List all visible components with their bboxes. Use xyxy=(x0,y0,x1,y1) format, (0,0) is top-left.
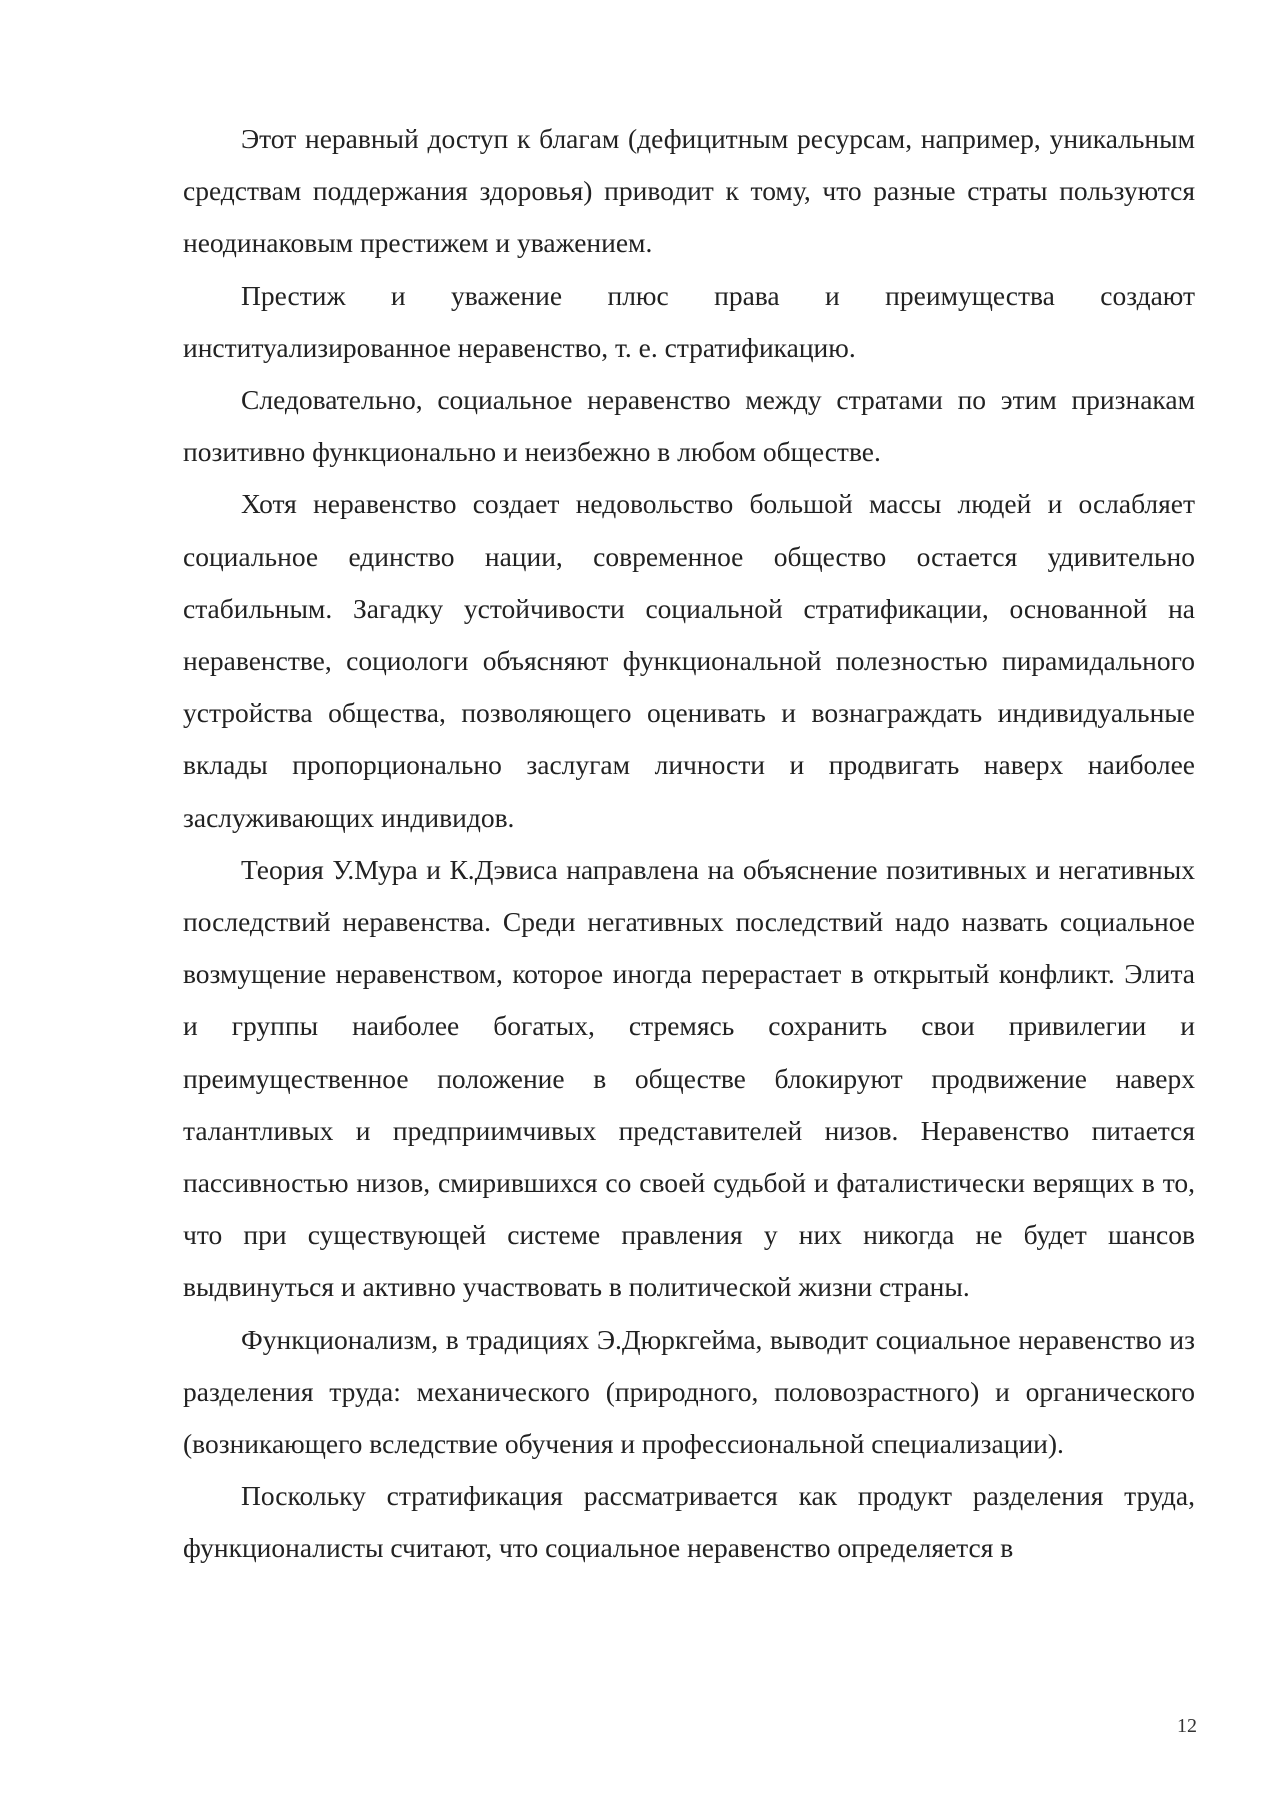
paragraph-3: Следовательно, социальное неравенство между стратами по этим признакам позитивно функционально и неизбежно в любом обществе. xyxy=(183,384,1195,468)
page-number: 12 xyxy=(1177,1715,1197,1737)
paragraph-6: Функционализм, в традициях Э.Дюркгейма, выводит социальное неравенство из разделения труда: механического (природного, половозрастного) и органического (возникающего вследствие обучения и профессиональной специализации). xyxy=(183,1323,1195,1460)
paragraph-1: Этот неравный доступ к благам (дефицитным ресурсам, например, уникальным средствам поддержания здоровья) приводит к тому, что разные страты пользуются неодинаковым престижем и уважением. xyxy=(183,123,1195,259)
document-body xyxy=(183,113,1195,1575)
paragraph-5: Теория У.Мура и К.Дэвиса направлена на объяснение позитивных и негативных последствий неравенства. Среди негативных последствий надо назвать социальное возмущение неравенством, которое иногда перерастает в открытый конфликт. Элита и группы наиболее богатых, стремясь сохранить свои привилегии и преимущественное положение в обществе блокируют продвижение наверх талантливых и предприимчивых представителей низов. Неравенство питается пассивностью низов, смирившихся со своей судьбой и фаталистически верящих в то, что при существующей системе правления у них никогда не будет шансов выдвинуться и активно участвовать в политической жизни страны. xyxy=(183,853,1195,1303)
paragraph-4: Хотя неравенство создает недовольство большой массы людей и ослабляет социальное единство нации, современное общество остается удивительно стабильным. Загадку устойчивости социальной стратификации, основанной на неравенстве, социологи объясняют функциональной полезностью пирамидального устройства общества, позволяющего оценивать и вознаграждать индивидуальные вклады пропорционально заслугам личности и продвигать наверх наиболее заслуживающих индивидов. xyxy=(183,488,1195,833)
paragraph-7: Поскольку стратификация рассматривается как продукт разделения труда, функционалисты считают, что социальное неравенство определяется в xyxy=(183,1480,1195,1564)
paragraph-2: Престиж и уважение плюс права и преимущества создают институализированное неравенство, т. е. стратификацию. xyxy=(183,279,1195,363)
